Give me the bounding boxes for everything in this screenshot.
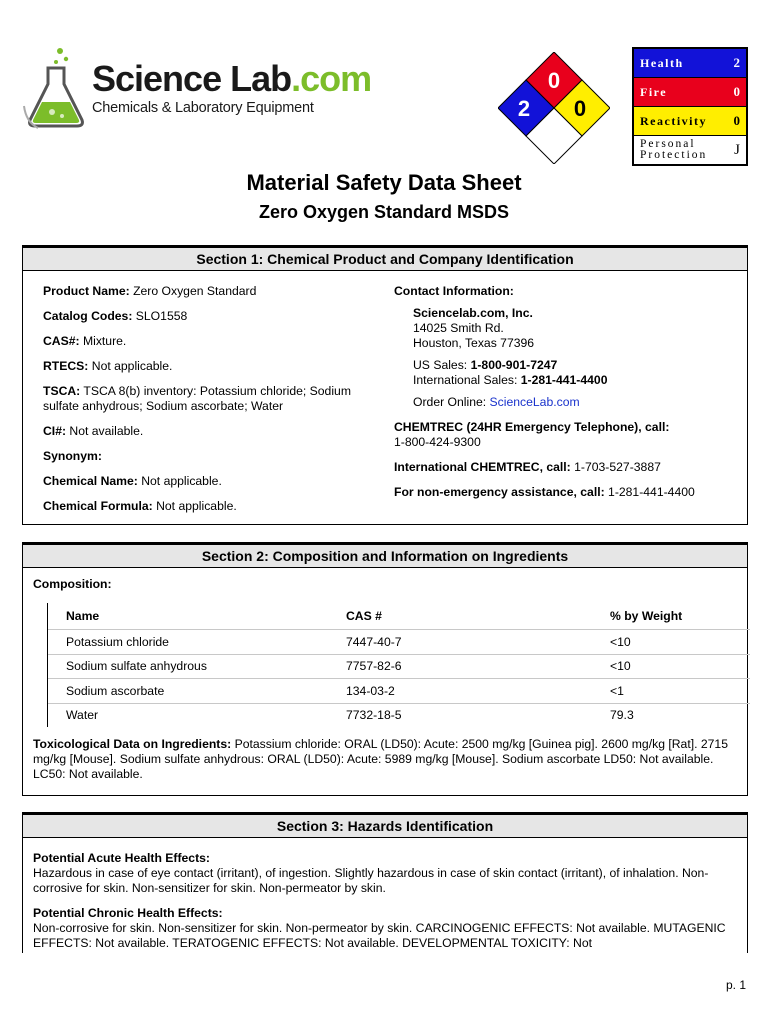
tsca-field: TSCA: TSCA 8(b) inventory: Potassium chloride; Sodium sulfate anhydrous; Sodium ascorbate; Water: [43, 384, 351, 413]
column-header-weight: % by Weight: [610, 609, 683, 623]
synonym-field: Synonym:: [43, 449, 102, 463]
sciencelab-logo: [22, 46, 372, 130]
table-row: Water 7732-18-5 79.3: [66, 708, 634, 723]
page-number: p. 1: [725, 978, 746, 992]
hmis-fire-row: [634, 78, 746, 107]
composition-label: Composition:: [33, 577, 112, 591]
hmis-fire-value: 0: [733, 84, 740, 99]
company-name: Sciencelab.com, Inc.: [413, 306, 533, 320]
chemical-formula-field: Chemical Formula: Not applicable.: [43, 499, 237, 513]
composition-table: [47, 603, 750, 727]
chronic-effects-text: Non-corrosive for skin. Non-sensitizer for skin. Non-permeator by skin. CARCINOGENIC EFFECTS: Not available. MUTAGENIC EFFECTS: Not available. TERATOGENIC EFFECTS: Not available. DEVELOPMENTAL TOXICITY: Not: [33, 921, 726, 950]
column-header-cas: CAS #: [346, 609, 382, 623]
document-subtitle: Zero Oxygen Standard MSDS: [258, 202, 510, 222]
nfpa-reactivity-value: 0: [573, 96, 587, 121]
ci-field: CI#: Not available.: [43, 424, 144, 438]
section-3-heading: Section 3: Hazards Identification: [23, 813, 747, 838]
chemtrec-field: CHEMTREC (24HR Emergency Telephone), call: 1-800-424-9300: [394, 420, 670, 449]
hmis-protection-label-1: Personal: [640, 138, 696, 150]
logo-tagline: Chemicals & Laboratory Equipment: [92, 100, 314, 116]
acute-effects-heading: Potential Acute Health Effects:: [33, 851, 210, 865]
section-1-heading: Section 1: Chemical Product and Company Identification: [23, 246, 747, 271]
document-title: Material Safety Data Sheet: [246, 170, 522, 195]
cas-field: CAS#: Mixture.: [43, 334, 127, 348]
international-chemtrec-field: International CHEMTREC, call: 1-703-527-3887: [394, 460, 661, 474]
address-line-1: 14025 Smith Rd.: [413, 321, 504, 335]
nfpa-fire-value: 0: [547, 68, 561, 93]
hmis-reactivity-value: 0: [733, 113, 740, 128]
chemical-name-field: Chemical Name: Not applicable.: [43, 474, 222, 488]
international-sales: International Sales: 1-281-441-4400: [413, 373, 608, 387]
hmis-health-row: [634, 49, 746, 78]
product-identification: [43, 284, 383, 524]
nfpa-health-value: 2: [517, 96, 531, 121]
table-row: Sodium ascorbate 134-03-2 <1: [48, 679, 750, 704]
section-3: [22, 812, 748, 953]
us-sales: US Sales: 1-800-901-7247: [413, 358, 558, 372]
contact-information: [394, 284, 739, 510]
order-online-link[interactable]: ScienceLab.com: [489, 395, 580, 409]
order-online: Order Online: ScienceLab.com: [413, 395, 580, 409]
hmis-health-label: Health: [640, 55, 684, 70]
non-emergency-field: For non-emergency assistance, call: 1-281-441-4400: [394, 485, 695, 499]
logo-domain: .com: [291, 58, 372, 99]
address-line-2: Houston, Texas 77396: [413, 336, 535, 350]
product-name-field: Product Name: Zero Oxygen Standard: [43, 284, 257, 298]
section-1: [22, 245, 748, 525]
flask-icon: [22, 46, 88, 130]
section-2: [22, 542, 748, 796]
contact-heading: Contact Information:: [394, 284, 514, 298]
hmis-label: [632, 47, 748, 166]
hmis-fire-label: Fire: [640, 84, 668, 99]
nfpa-diamond: [498, 52, 610, 164]
hmis-health-value: 2: [733, 55, 740, 70]
hmis-reactivity-label: Reactivity: [640, 113, 707, 128]
catalog-codes-field: Catalog Codes: SLO1558: [43, 309, 188, 323]
toxicological-data: Toxicological Data on Ingredients: Potassium chloride: ORAL (LD50): Acute: 2500 mg/kg [Guinea pig]. 2600 mg/kg [Rat]. 2715 mg/kg [Mouse]. Sodium sulfate anhydrous: ORAL (LD50): Acute: 5989 mg/kg [Mouse]. Sodium ascorbate LD50: Not available. LC50: Not available.: [33, 737, 728, 781]
hmis-protection-row: [634, 136, 746, 164]
logo-brand: Science: [92, 58, 222, 99]
logo-lab: Lab: [230, 58, 292, 99]
hmis-protection-value: J: [734, 141, 740, 158]
hmis-reactivity-row: [634, 107, 746, 136]
table-row: Potassium chloride 7447-40-7 <10: [48, 630, 750, 655]
hmis-protection-label-2: Protection: [640, 149, 708, 161]
column-header-name: Name: [66, 609, 100, 623]
table-header-row: [48, 603, 750, 630]
section-2-heading: Section 2: Composition and Information on Ingredients: [23, 543, 747, 568]
chronic-effects-heading: Potential Chronic Health Effects:: [33, 906, 223, 920]
acute-effects-text: Hazardous in case of eye contact (irritant), of ingestion. Slightly hazardous in case of skin contact (irritant), of inhalation. Non-corrosive for skin. Non-sensitizer for skin. Non-permeator by skin.: [33, 866, 709, 895]
rtecs-field: RTECS: Not applicable.: [43, 359, 173, 373]
table-row: Sodium sulfate anhydrous 7757-82-6 <10: [48, 655, 750, 680]
